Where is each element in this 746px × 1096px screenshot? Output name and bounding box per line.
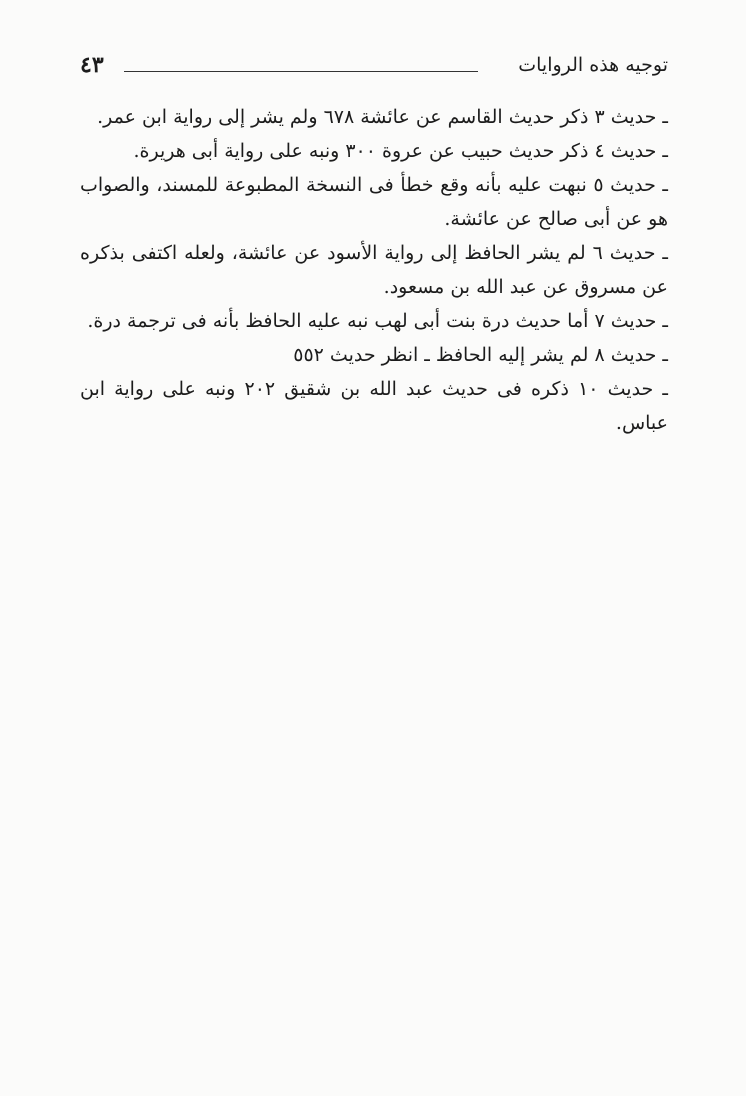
header-rule: [124, 71, 478, 72]
hadith-entry-6: ـ حديث ٦ لم يشر الحافظ إلى رواية الأسود عن عائشة، ولعله اكتفى بذكره عن مسروق عن عبد الله بن مسعود.: [80, 242, 668, 298]
page-number: ٤٣: [80, 52, 104, 78]
hadith-entry-8: ـ حديث ٨ لم يشر إليه الحافظ ـ انظر حديث ٥٥٢: [293, 344, 668, 366]
hadith-entry-7: ـ حديث ٧ أما حديث درة بنت أبى لهب نبه عليه الحافظ بأنه فى ترجمة درة.: [87, 310, 668, 332]
hadith-entry-4: ـ حديث ٤ ذكر حديث حبيب عن عروة ٣٠٠ ونبه على رواية أبى هريرة.: [133, 140, 668, 162]
hadith-entry-5: ـ حديث ٥ نبهت عليه بأنه وقع خطأ فى النسخة المطبوعة للمسند، والصواب هو عن أبى صالح عن عائشة.: [80, 174, 668, 230]
page-body: [80, 100, 668, 440]
hadith-entry-3: ـ حديث ٣ ذكر حديث القاسم عن عائشة ٦٧٨ ولم يشر إلى رواية ابن عمر.: [97, 106, 668, 128]
running-title: توجيه هذه الروايات: [518, 54, 668, 76]
page-header: [80, 52, 668, 88]
hadith-entry-10: ـ حديث ١٠ ذكره فى حديث عبد الله بن شقيق ٢٠٢ ونبه على رواية ابن عباس.: [80, 378, 668, 434]
